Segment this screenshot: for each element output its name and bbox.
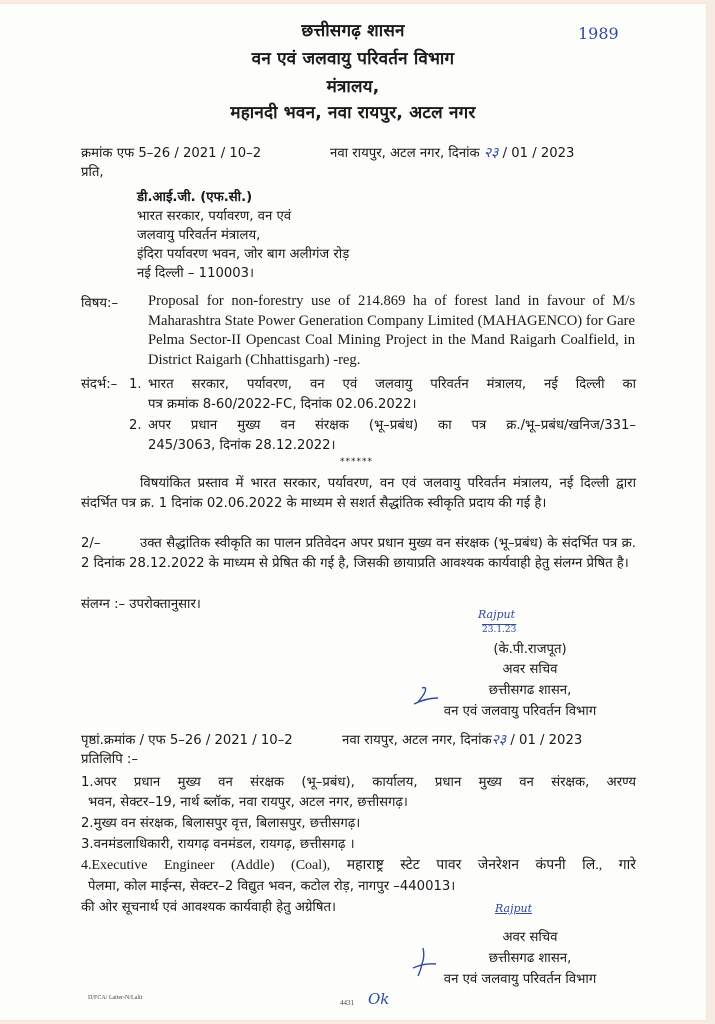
addressee-line: भारत सरकार, पर्यावरण, वन एवं xyxy=(137,209,292,224)
reference-2-line1: अपर प्रधान मुख्य वन संरक्षक (भू–प्रबंध) का पत्र क्र./भू–प्रबंध/खनिज/331– xyxy=(148,418,636,433)
place-date-prefix: नवा रायपुर, अटल नगर, दिनांक xyxy=(330,146,480,161)
addressee-line: जलवायु परिवर्तन मंत्रालय, xyxy=(137,228,261,243)
copy-item-4-line1 xyxy=(81,856,636,876)
to-label: प्रति, xyxy=(81,165,104,180)
endorsement-place-date xyxy=(342,731,582,750)
signatory-org: छत्तीसगढ शासन, xyxy=(488,683,572,698)
footer-handwritten-ok: Ok xyxy=(368,990,390,1008)
copy-item-4-line2: पेलमा, कोल माईन्स, सेक्टर–2 विद्युत भवन, कटोल रोड़, नागपुर –440013। xyxy=(88,879,456,894)
reference-1-line2: पत्र क्रमांक 8-60/2022-FC, दिनांक 02.06.2022। xyxy=(148,397,417,412)
subject-text: Proposal for non-forestry use of 214.869 ha of forest land in favour of M/s Maharashtra State Power Generation Company Limited (MAHAGENCO) for Gare Pelma Sector-II Opencast Coal Mining Project in the Mand Raigarh Coalfield, in District Raigarh (Chhattisgarh) -reg. xyxy=(148,293,635,368)
reference-2-line2: 245/3063, दिनांक 28.12.2022। xyxy=(148,438,336,453)
letter-place-date xyxy=(330,144,574,163)
initial-mark-icon xyxy=(412,684,442,714)
letter-number: क्रमांक एफ 5–26 / 2021 / 10–2 xyxy=(81,146,262,161)
header-department: वन एवं जलवायु परिवर्तन विभाग xyxy=(251,49,455,69)
copy-label: प्रतिलिपि :– xyxy=(81,752,138,767)
initial-mark-icon xyxy=(410,946,440,980)
copy-item-1-line2: भवन, सेक्टर–19, नार्थ ब्लॉक, नवा रायपुर, अटल नगर, छत्तीसगढ़। xyxy=(88,795,408,810)
place-date-prefix: नवा रायपुर, अटल नगर, दिनांक xyxy=(342,733,492,748)
subject-label: विषय:– xyxy=(81,296,119,311)
body-paragraph-2: उक्त सैद्धांतिक स्वीकृति का पालन प्रतिवेदन अपर प्रधान मुख्य वन संरक्षक (भू–प्रबंध) के संदर्भित पत्र क्र. 2 दिनांक 28.12.2022 के माध्यम से प्रेषित की गई है, जिसकी छायाप्रति आवश्यक कार्यवाही हेतु संलग्न प्रेषित है। xyxy=(81,536,636,571)
paragraph-2-number: 2/– xyxy=(81,536,101,551)
closing-line: की ओर सूचनार्थ एवं आवश्यक कार्यवाही हेतु अग्रेषित। xyxy=(81,900,336,915)
date-suffix: / 01 / 2023 xyxy=(510,733,583,748)
body-paragraph-1: विषयांकित प्रस्ताव में भारत सरकार, पर्यावरण, वन एवं जलवायु परिवर्तन मंत्रालय, नई दिल्ली द्वारा संदर्भित पत्र क्र. 1 दिनांक 02.06.2022 के माध्यम से सशर्त सैद्धांतिक स्वीकृति प्रदाय की गई है। xyxy=(81,476,636,511)
header-address: महानदी भवन, नवा रायपुर, अटल नगर xyxy=(230,103,476,123)
signatory-designation: अवर सचिव xyxy=(502,930,558,945)
handwritten-signature: Rajput xyxy=(495,902,533,915)
signatory-org: छत्तीसगढ शासन, xyxy=(488,951,572,966)
copy-item-4-text: 4.Executive Engineer (Addle) (Coal), महाराष्ट्र स्टेट पावर जेनरेशन कंपनी लि., गारे xyxy=(81,858,636,873)
header-government: छत्तीसगढ़ शासन xyxy=(301,21,405,41)
copy-item-3: 3.वनमंडलाधिकारी, रायगढ़ वनमंडल, रायगढ़, छत्तीसगढ़ । xyxy=(81,837,355,852)
signatory-name: (के.पी.राजपूत) xyxy=(493,642,567,657)
copy-item-1-line1: 1.अपर प्रधान मुख्य वन संरक्षक (भू–प्रबंध), कार्यालय, प्रधान मुख्य वन संरक्षक, अरण्य xyxy=(81,775,636,790)
handwritten-day: २३ xyxy=(491,732,507,748)
signatory-department: वन एवं जलवायु परिवर्तन विभाग xyxy=(443,704,597,719)
reference-number: 1. xyxy=(129,377,142,392)
separator-stars: ****** xyxy=(340,457,373,467)
enclosure-line: संलग्न :– उपरोक्तानुसार। xyxy=(81,597,201,612)
addressee-title: डी.आई.जी. (एफ.सी.) xyxy=(137,190,253,205)
reference-number: 2. xyxy=(129,418,142,433)
signatory-designation: अवर सचिव xyxy=(502,662,558,677)
references-label: संदर्भ:– xyxy=(81,377,118,392)
date-suffix: / 01 / 2023 xyxy=(502,146,575,161)
header-ministry: मंत्रालय, xyxy=(326,77,380,97)
letter-page xyxy=(0,4,706,1020)
addressee-pincode: नई दिल्ली – 110003। xyxy=(137,266,255,281)
addressee-line: इंदिरा पर्यावरण भवन, जोर बाग अलीगंज रोड़ xyxy=(137,247,350,262)
footer-file-code: D/FCA/ Latter-N/Lalit xyxy=(88,995,143,1001)
handwritten-signature: Rajput xyxy=(478,608,516,621)
handwritten-number: 1989 xyxy=(578,24,619,43)
footer-number: 4431 xyxy=(340,999,354,1007)
endorsement-number: पृष्ठां.क्रमांक / एफ 5–26 / 2021 / 10–2 xyxy=(81,733,293,748)
handwritten-sign-date: 23.1.23 xyxy=(482,625,517,635)
signatory-department: वन एवं जलवायु परिवर्तन विभाग xyxy=(443,972,597,987)
handwritten-day: २३ xyxy=(483,145,499,161)
copy-item-2: 2.मुख्य वन संरक्षक, बिलासपुर वृत्त, बिलासपुर, छत्तीसगढ़। xyxy=(81,816,361,831)
reference-1-line1: भारत सरकार, पर्यावरण, वन एवं जलवायु परिवर्तन मंत्रालय, नई दिल्ली का xyxy=(148,377,636,392)
